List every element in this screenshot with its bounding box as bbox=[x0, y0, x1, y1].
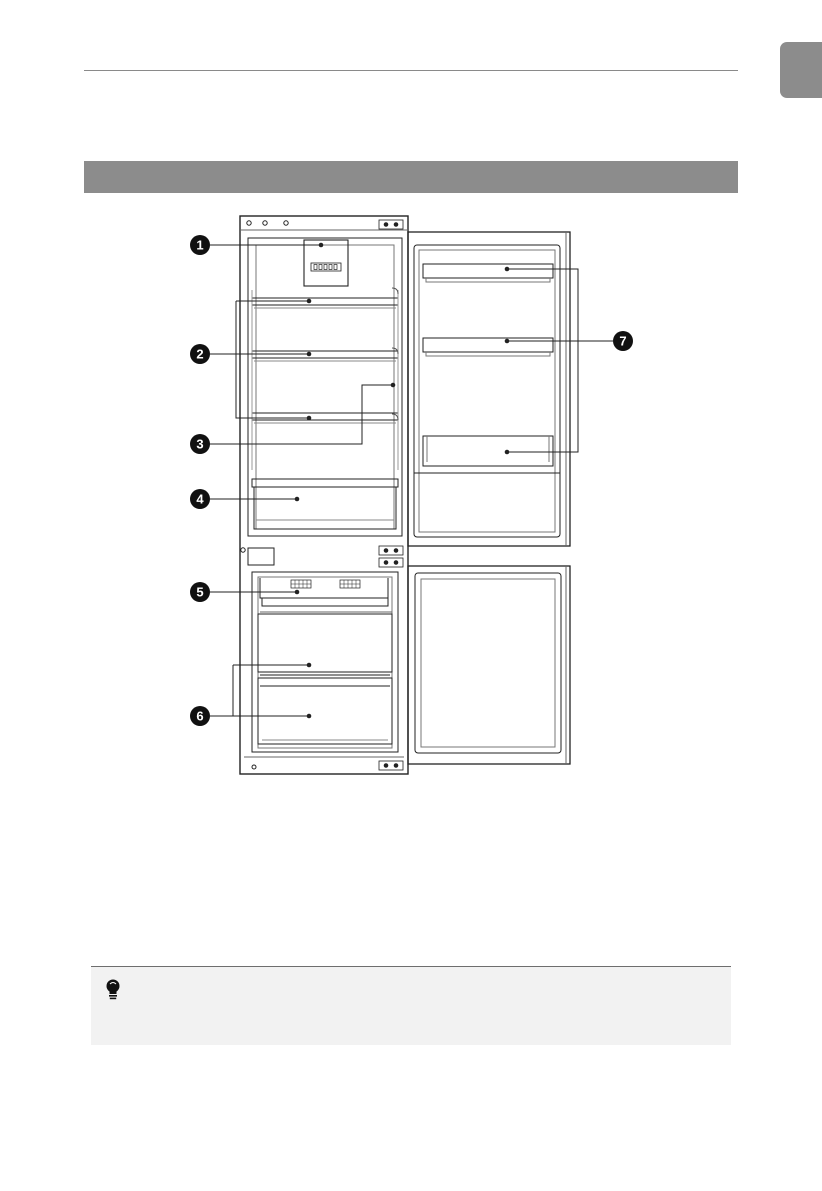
fridge-door bbox=[408, 232, 570, 546]
lightbulb-icon bbox=[105, 979, 121, 1001]
callout-5 bbox=[190, 582, 210, 602]
callout-7 bbox=[613, 331, 633, 351]
door-balcony bbox=[423, 436, 553, 466]
fridge-compartment bbox=[248, 238, 402, 536]
bottom-hinge bbox=[244, 757, 404, 770]
svg-text:4: 4 bbox=[196, 491, 204, 507]
svg-text:5: 5 bbox=[196, 584, 204, 600]
fridge-shelf bbox=[252, 351, 398, 361]
callout-3 bbox=[190, 434, 210, 454]
svg-text:1: 1 bbox=[196, 237, 204, 253]
door-balcony bbox=[423, 264, 553, 282]
callout-4 bbox=[190, 489, 210, 509]
middle-hinge bbox=[379, 546, 403, 567]
cabinet bbox=[240, 216, 408, 774]
callout-2 bbox=[190, 344, 210, 364]
freezer-compartment bbox=[252, 572, 398, 752]
svg-text:6: 6 bbox=[196, 708, 204, 724]
callout-1 bbox=[190, 235, 210, 255]
freezer-drawer bbox=[258, 614, 392, 675]
freezer-drawer bbox=[258, 678, 392, 744]
svg-text:7: 7 bbox=[619, 333, 627, 349]
fridge-shelf bbox=[252, 298, 398, 308]
callout-6 bbox=[190, 706, 210, 726]
leader-lines bbox=[208, 245, 613, 716]
svg-text:3: 3 bbox=[196, 436, 204, 452]
svg-text:2: 2 bbox=[196, 346, 204, 362]
divider-label-plate bbox=[248, 548, 274, 565]
crisper-drawer bbox=[252, 479, 398, 529]
note-box bbox=[91, 966, 731, 1045]
freezer-door bbox=[408, 566, 570, 764]
